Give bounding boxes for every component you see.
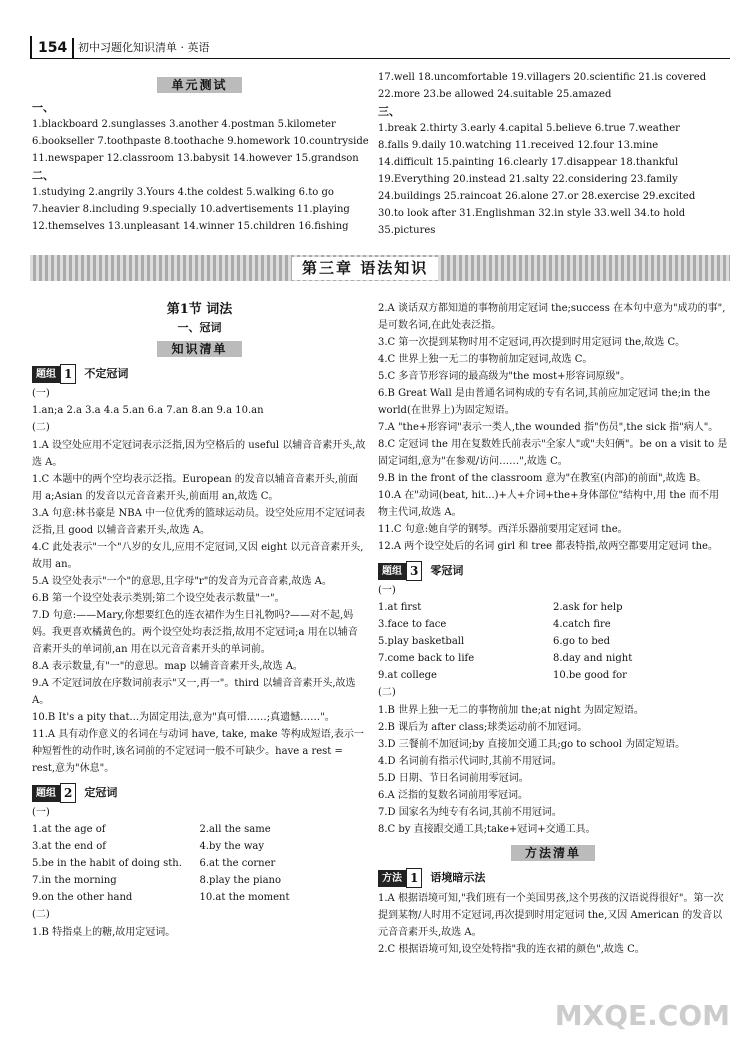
answer-line: 30.to look after 31.Englishman 32.in style 33.well 34.to hold [378,208,686,219]
answer-pair-row: 3.face to face 4.catch fire [378,619,611,630]
answer-line: 17.well 18.uncomfortable 19.villagers 20.scientific 21.is covered [378,72,707,83]
answer-line: 19.Everything 20.instead 21.salty 22.considering 23.family [378,174,678,185]
subpart-label: (二) [378,687,396,698]
explanation-item: 7.A "the+形容词"表示一类人,the wounded 指"伤员",the sick 指"病人"。 [378,422,719,433]
answer-line: 22.more 23.be allowed 24.suitable 25.amazed [378,89,612,100]
unit-test-right [378,70,728,240]
explanation-item: 1.A 根据语境可知,"我们班有一个美国男孩,这个男孩的汉语说得很好"。第一次提到某物/人时用不定冠词,再次提到时用定冠词 the,又因 American 的发音以元音音素开头,故选 A。 [378,893,724,938]
explanation-item: 8.C by 直接跟交通工具;take+冠词+交通工具。 [378,824,596,835]
explanation-item: 8.A 表示数量,有"一"的意思。map 以辅音音素开头,故选 A。 [32,661,303,672]
explanation-item: 7.D 国家名为纯专有名词,其前不用冠词。 [378,807,562,818]
explanation-item: 11.A 具有动作意义的名词在与动词 have, take, make 等构成短语,表示一种短暂性的动作时,该名词前的不定冠词一般不可缺少。have a rest = rest,意为"休息"。 [32,729,364,774]
explanation-item: 8.C 定冠词 the 用在复数姓氏前表示"全家人"或"夫妇俩"。be on a visit to 是固定词组,意为"在参观/访问……",故选 C。 [378,439,728,467]
explanation-item: 3.D 三餐前不加冠词;by 直接加交通工具;go to school 为固定短语。 [378,739,686,750]
answer-pair-row: 5.play basketball 6.go to bed [378,636,611,647]
chapter-title: 第三章 语法知识 [292,257,438,280]
right-column [378,300,728,958]
answer-pair-row: 7.in the morning 8.play the piano [32,875,282,886]
page-header [30,38,730,60]
explanation-item: 4.C 世界上独一无二的事物前加定冠词,故选 C。 [378,354,593,365]
explanation-item: 4.D 名词前有指示代词时,其前不用冠词。 [378,756,562,767]
explanation-item: 6.A 泛指的复数名词前用零冠词。 [378,790,528,801]
answer-line: 35.pictures [378,225,436,236]
header-bar [30,36,37,58]
subpart-label: (一) [32,388,50,399]
section-title: 第1节 词法 [166,302,233,317]
explanation-item: 7.D 句意:——Mary,你想要红色的连衣裙作为生日礼物吗?——对不起,妈妈。我更喜欢橘黄色的。两个设空处均表泛指,故用不定冠词;a 用在以辅音音素开头的单词前,an 用在以元音音素开头的单词前。 [32,610,358,655]
answer-line: 14.difficult 15.painting 16.clearly 17.disappear 18.thankful [378,157,679,168]
explanation-item: 5.D 日期、节日名词前用零冠词。 [378,773,529,784]
explanation-item: 10.B It's a pity that...为固定用法,意为"真可惜……;真遗憾……"。 [32,712,335,723]
explanation-item: 1.B 世界上独一无二的事物前加 the;at night 为固定短语。 [378,705,644,716]
explanation-item: 12.A 两个设空处后的名词 girl 和 tree 都表特指,故两空都要用定冠词 the。 [378,541,718,552]
page-number: 154 [38,40,68,56]
answer-pair-row: 9.at college 10.be good for [378,670,627,681]
method-number: 1 [406,868,422,888]
group-3-heading [378,561,728,581]
header-rule [30,58,730,59]
answer-pair-row: 5.be in the habit of doing sth. 6.at the corner [32,858,276,869]
group-name: 零冠词 [430,563,464,577]
answer-line: 1.studying 2.angrily 3.Yours 4.the coldest 5.walking 6.to go [32,187,334,198]
explanation-item: 3.C 第一次提到某物时用不定冠词,再次提到时用定冠词 the,故选 C。 [378,337,686,348]
method-label: 方法 [378,870,406,887]
explanation-item: 1.A 设空处应用不定冠词表示泛指,因为空格后的 useful 以辅音音素开头,故选 A。 [32,440,366,468]
group-name: 定冠词 [84,785,118,799]
subpart-label: (二) [32,422,50,433]
answer-pair-row: 1.at the age of 2.all the same [32,824,271,835]
explanation-item: 11.C 句意:她自学的钢琴。西洋乐器前要用定冠词 the。 [378,524,628,535]
answer-line: 6.bookseller 7.toothpaste 8.toothache 9.homework 10.countryside [32,136,369,147]
watermark: MXQE.COM [554,999,730,1032]
method-1-heading [378,868,728,888]
group-number: 2 [60,783,76,803]
chapter-banner [30,255,730,281]
subpart-label: (一) [378,585,396,596]
answer-line: 11.newspaper 12.classroom 13.babysit 14.however 15.grandson [32,153,359,164]
group-number: 3 [406,561,422,581]
answer-line: 1.blackboard 2.sunglasses 3.another 4.postman 5.kilometer [32,119,336,130]
left-column [32,300,367,941]
unit-test-title: 单元测试 [32,76,367,94]
answer-pair-row: 1.at first 2.ask for help [378,602,623,613]
answer-line: 12.themselves 13.unpleasant 14.winner 15.children 16.fishing [32,221,349,232]
group-1-heading [32,364,367,384]
answer-pair-row: 9.on the other hand 10.at the moment [32,892,290,903]
explanation-item: 3.A 句意:林书豪是 NBA 中一位优秀的篮球运动员。设空处应用不定冠词表泛指,且 good 以辅音音素开头,故选 A。 [32,508,365,536]
explanation-item: 9.B in the front of the classroom 意为"在教室(内部)的前面",故选 B。 [378,473,707,484]
group-label: 题组 [32,366,60,383]
explanation-item: 5.A 设空处表示"一个"的意思,且字母"r"的发音为元音音素,故选 A。 [32,576,332,587]
explanation-item: 2.C 根据语境可知,设空处特指"我的连衣裙的颜色",故选 C。 [378,944,645,955]
header-separator [72,38,74,58]
explanation-item: 6.B Great Wall 是由普通名词构成的专有名词,其前应加定冠词 the;in the world(在世界上)为固定短语。 [378,388,711,416]
answer-line: 24.buildings 25.raincoat 26.alone 27.or 28.exercise 29.excited [378,191,696,202]
explanation-item: 5.C 多音节形容词的最高级为"the most+形容词原级"。 [378,371,631,382]
part3-label: 三、 [378,105,400,118]
explanation-item: 9.A 不定冠词放在序数词前表示"又一,再一"。third 以辅音音素开头,故选 A。 [32,678,356,706]
answer-line: 7.heavier 8.including 9.specially 10.advertisements 11.playing [32,204,350,215]
header-title: 初中习题化知识清单 · 英语 [78,41,210,54]
explanation-item: 2.A 谈话双方都知道的事物前用定冠词 the;success 在本句中意为"成功的事",是可数名词,在此处表泛指。 [378,303,726,331]
part1-label: 一、 [32,101,54,114]
method-list-title: 方法清单 [378,844,728,862]
group-number: 1 [60,364,76,384]
knowledge-list-title: 知识清单 [32,340,367,358]
method-name: 语境暗示法 [430,870,486,884]
section-subtitle: 一、冠词 [177,320,222,334]
subpart-label: (一) [32,807,50,818]
subpart-label: (二) [32,909,50,920]
part2-label: 二、 [32,169,54,182]
unit-test-left [32,70,367,236]
answer-line: 8.falls 9.daily 10.watching 11.received 12.four 13.mine [378,140,659,151]
explanation-item: 2.B 课后为 after class;球类运动前不加冠词。 [378,722,588,733]
explanation-item: 1.C 本题中的两个空均表示泛指。European 的发音以辅音音素开头,前面用 a;Asian 的发音以元音音素开头,前面用 an,故选 C。 [32,474,358,502]
explanation-item: 4.C 此处表示"一个"八岁的女儿,应用不定冠词,又因 eight 以元音音素开头,故用 an。 [32,542,364,570]
group-2-heading [32,783,367,803]
answer-pair-row: 3.at the end of 4.by the way [32,841,264,852]
group-name: 不定冠词 [84,366,129,380]
explanation-item: 1.B 特指桌上的糖,故用定冠词。 [32,927,176,938]
answer-pair-row: 7.come back to life 8.day and night [378,653,633,664]
answer-line: 1.break 2.thirty 3.early 4.capital 5.believe 6.true 7.weather [378,123,680,134]
group-label: 题组 [378,563,406,580]
group-label: 题组 [32,785,60,802]
answer-line: 1.an;a 2.a 3.a 4.a 5.an 6.a 7.an 8.an 9.a 10.an [32,405,264,416]
explanation-item: 6.B 第一个设空处表示类别;第二个设空处表示数量"一"。 [32,593,285,604]
explanation-item: 10.A 在"动词(beat, hit...)+人+介词+the+身体部位"结构中,用 the 而不用物主代词,故选 A。 [378,490,719,518]
